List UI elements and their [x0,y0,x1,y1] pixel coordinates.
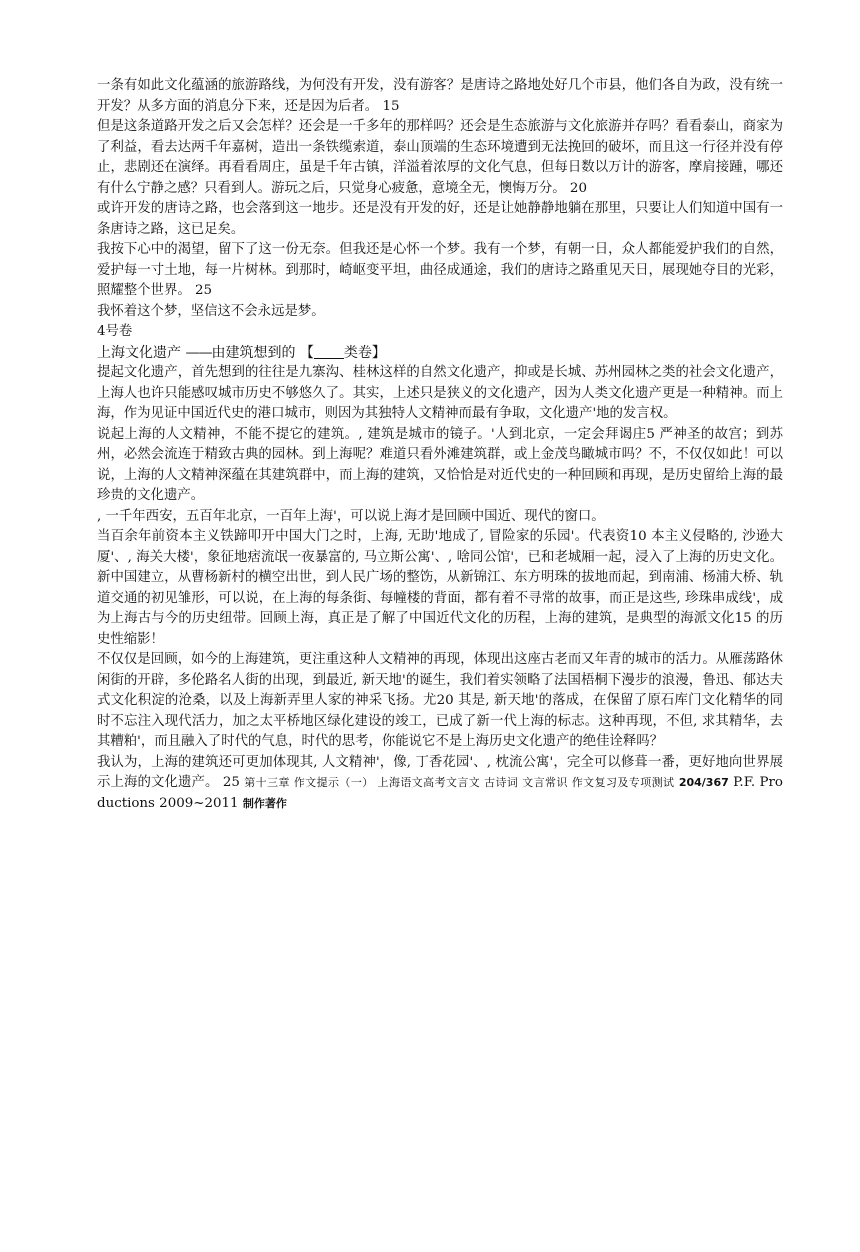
paragraph: 但是这条道路开发之后又会怎样？还会是一千多年的那样吗？还会是生态旅游与文化旅游并存吗？看看泰山，商家为了利益，看去达两千年嘉树，造出一条铁缆索道，泰山顶端的生态环境遭到无法挽回的破坏，而且这一行径并没有停止，悲剧还在演绎。再看看周庄，虽是千年古镇，洋溢着浓厚的文化气息，但每日数以万计的游客，摩肩接踵，哪还有什么宁静之感？只看到人。游玩之后，只觉身心疲惫，意境全无，懊悔万分。 20 [97,119,783,196]
footer-credit: P.F. Productions 2009~2011 [97,775,783,811]
last-paragraph-with-footer [97,753,783,815]
essay-title-subtitle: 由建筑想到的 [211,344,296,361]
footer-page-info: 204/367 [678,776,729,789]
last-paragraph-text: 我认为，上海的建筑还可更加体现其, 人文精神'，像, 丁香花园'、, 枕流公寓'，完全可以修葺一番，更好地向世界展示上海的文化遗产。 25 [97,754,783,790]
essay-title-main: 上海文化遗产 [97,344,181,361]
essay-title-blank [314,344,344,359]
paragraph: 我按下心中的渴望，留下了这一份无奈。但我还是心怀一个梦。我有一个梦，有朝一日，众人都能爱护我们的自然，爱护每一寸土地，每一片树林。到那时，崎岖变平坦，曲径成通途，我们的唐诗之路重见天日，展现她夺目的光彩，照耀整个世界。 25 [97,242,783,298]
volume-label: 4号卷 [97,324,133,339]
essay-title-bracket-open: 【 [299,344,314,361]
section-a [97,76,783,322]
paragraph: , 一千年西安，五百年北京，一百年上海'，可以说上海才是回顾中国近、现代的窗口。 [97,508,605,524]
paragraph: 提起文化遗产，首先想到的往往是九寨沟、桂林这样的自然文化遗产，抑或是长城、苏州园林之类的社会文化遗产，上海人也许只能感叹城市历史不够悠久了。其实，上述只是狭义的文化遗产，因为人类文化遗产更是一种精神。而上海，作为见证中国近代史的港口城市，则因为其独特人文精神而最有争取，文化遗产'地的发言权。 [97,365,783,421]
footer-made-by: 制作著作 [242,796,287,810]
essay-title-dash: —— [185,344,212,361]
paragraph: 一条有如此文化蕴涵的旅游路线，为何没有开发，没有游客？是唐诗之路地处好几个市县，他们各自为政，没有统一开发？从多方面的消息分下来，还是因为后者。 15 [97,78,783,114]
document-page [97,76,783,814]
paragraph: 不仅仅是回顾，如今的上海建筑，更注重这种人文精神的再现，体现出这座古老而又年青的城市的活力。从雁荡路休闲街的开辟，多伦路名人街的出现，到最近, 新天地'的诞生，我们着实领略了法国梧桐下漫步的浪漫，鲁迅、郁达夫式文化积淀的沧桑，以及上海新弄里人家的神采飞扬。尤20 其是, 新天地'的落成，在保留了原石库门文化精华的同时不忘注入现代活力，加之太平桥地区绿化建设的竣工，已成了新一代上海的标志。这种再现，不但, 求其精华，去其糟粕'，而且融入了时代的气息，时代的思考，你能说它不是上海历史文化遗产的绝佳诠释吗？ [97,652,783,749]
paragraph: 或许开发的唐诗之路，也会落到这一地步。还是没有开发的好，还是让她静静地躺在那里，只要让人们知道中国有一条唐诗之路，这已足矣。 [97,201,783,237]
section-b [97,363,783,814]
paragraph: 说起上海的人文精神，不能不提它的建筑。, 建筑是城市的镜子。'人到北京，一定会拜谒庄5 严神圣的故宫；到苏州，必然会流连于精致古典的园林。到上海呢？难道只看外滩建筑群，或上金茂鸟瞰城市吗？不，不仅仅如此！可以说，上海的人文精神深蕴在其建筑群中，而上海的建筑，又恰恰是对近代史的一种回顾和再现，是历史留给上海的最珍贵的文化遗产。 [97,426,783,503]
paragraph: 当百余年前资本主义铁蹄叩开中国大门之时，上海, 无助'地成了, 冒险家的乐园'。代表资10 本主义侵略的, 沙逊大厦'、, 海关大楼'，象征地痞流氓一夜暴富的, 马立斯公寓'、, 啥同公馆'，已和老城厢一起，浸入了上海的历史文化。新中国建立，从曹杨新村的横空出世，到人民广场的整饬，从新锦江、东方明珠的拔地而起，到南浦、杨浦大桥、轨道交通的初见雏形，可以说，在上海的每条街、每幢楼的背面，都有着不寻常的故事，而正是这些, 珍珠串成线'，成为上海古与今的历史纽带。回顾上海，真正是了解了中国近代文化的历程，上海的建筑，是典型的海派文化15 的历史性缩影！ [97,529,783,647]
footer-chapter-text: 第十三章 作文提示（一） 上海语文高考文言文 古诗词 文言常识 作文复习及专项测试 [244,776,675,789]
essay-title-bracket-text: 类卷】 [343,344,386,361]
paragraph: 我怀着这个梦，坚信这不会永远是梦。 [97,303,325,319]
essay-title [97,343,783,364]
